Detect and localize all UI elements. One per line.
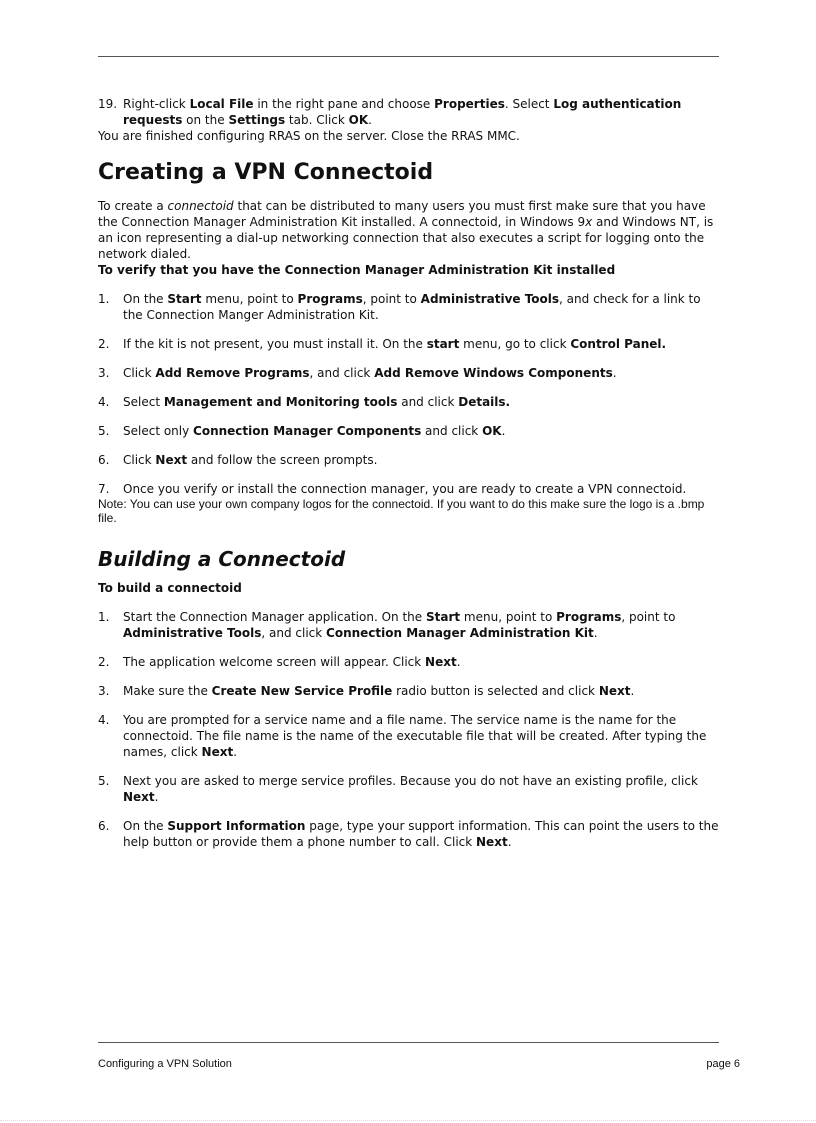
list-item <box>98 481 723 497</box>
footer-rule <box>98 1042 719 1043</box>
step-text: Click Next and follow the screen prompts. <box>123 453 378 467</box>
list-item <box>98 773 723 805</box>
list-item <box>98 291 723 323</box>
step-text: Select Management and Monitoring tools and click Details. <box>123 395 511 409</box>
step-number: 7. <box>98 482 110 496</box>
step-number: 1. <box>98 610 110 624</box>
step-text: You are prompted for a service name and a file name. The service name is the name for the connectoid. The file name is the name of the executable file that will be created. After typing the names, click Next. <box>123 713 707 759</box>
step-text: Next you are asked to merge service profiles. Because you do not have an existing profile, click Next. <box>123 774 698 804</box>
step-number: 6. <box>98 453 110 467</box>
procedure-heading-verify-kit: To verify that you have the Connection Manager Administration Kit installed <box>98 263 616 277</box>
step-number: 4. <box>98 713 110 727</box>
step-text: Select only Connection Manager Components and click OK. <box>123 424 506 438</box>
list-item <box>98 336 723 352</box>
step-text: Make sure the Create New Service Profile radio button is selected and click Next. <box>123 684 635 698</box>
step-text: Right-click Local File in the right pane and choose Properties. Select Log authentication requests on the Settings tab. Click OK. <box>123 97 682 127</box>
list-item-step-19 <box>98 96 723 128</box>
step-text: If the kit is not present, you must install it. On the start menu, go to click Control Panel. <box>123 337 667 351</box>
step-number: 2. <box>98 655 110 669</box>
header-rule <box>98 56 719 57</box>
intro-paragraph: To create a connectoid that can be distributed to many users you must first make sure that you have the Connection Manager Administration Kit installed. A connectoid, in Windows 9x and Windows NT, is an icon representing a dial-up networking connection that also executes a script for logging onto the network dialed. <box>98 199 714 261</box>
footer-page-number: page 6 <box>706 1058 740 1070</box>
note-text: Note: You can use your own company logos for the connectoid. If you want to do this make sure the logo is a .bmp file. <box>98 497 705 525</box>
list-item <box>98 683 723 699</box>
finished-paragraph: You are finished configuring RRAS on the server. Close the RRAS MMC. <box>98 129 520 143</box>
step-number: 19. <box>98 97 118 111</box>
page-bottom-edge <box>0 1120 816 1121</box>
step-number: 5. <box>98 424 110 438</box>
step-number: 5. <box>98 774 110 788</box>
list-item <box>98 423 723 439</box>
step-number: 3. <box>98 366 110 380</box>
list-item <box>98 712 723 760</box>
step-number: 1. <box>98 292 110 306</box>
step-text: The application welcome screen will appear. Click Next. <box>123 655 461 669</box>
step-text: Once you verify or install the connection manager, you are ready to create a VPN connectoid. <box>123 482 687 496</box>
page-content <box>98 96 723 850</box>
list-item <box>98 609 723 641</box>
procedure-heading-build: To build a connectoid <box>98 581 242 595</box>
step-number: 6. <box>98 819 110 833</box>
list-item <box>98 654 723 670</box>
step-text: On the Start menu, point to Programs, point to Administrative Tools, and check for a link to the Connection Manger Administration Kit. <box>123 292 701 322</box>
section-title-building-connectoid: Building a Connectoid <box>98 547 346 571</box>
list-item <box>98 818 723 850</box>
footer-document-title: Configuring a VPN Solution <box>98 1058 232 1070</box>
step-number: 3. <box>98 684 110 698</box>
step-text: Start the Connection Manager application. On the Start menu, point to Programs, point to Administrative Tools, and click Connection Manager Administration Kit. <box>123 610 676 640</box>
step-number: 4. <box>98 395 110 409</box>
list-item <box>98 452 723 468</box>
list-item <box>98 394 723 410</box>
list-item <box>98 365 723 381</box>
step-text: Click Add Remove Programs, and click Add Remove Windows Components. <box>123 366 617 380</box>
section-title-creating-connectoid: Creating a VPN Connectoid <box>98 160 434 185</box>
step-text: On the Support Information page, type your support information. This can point the users to the help button or provide them a phone number to call. Click Next. <box>123 819 719 849</box>
step-number: 2. <box>98 337 110 351</box>
